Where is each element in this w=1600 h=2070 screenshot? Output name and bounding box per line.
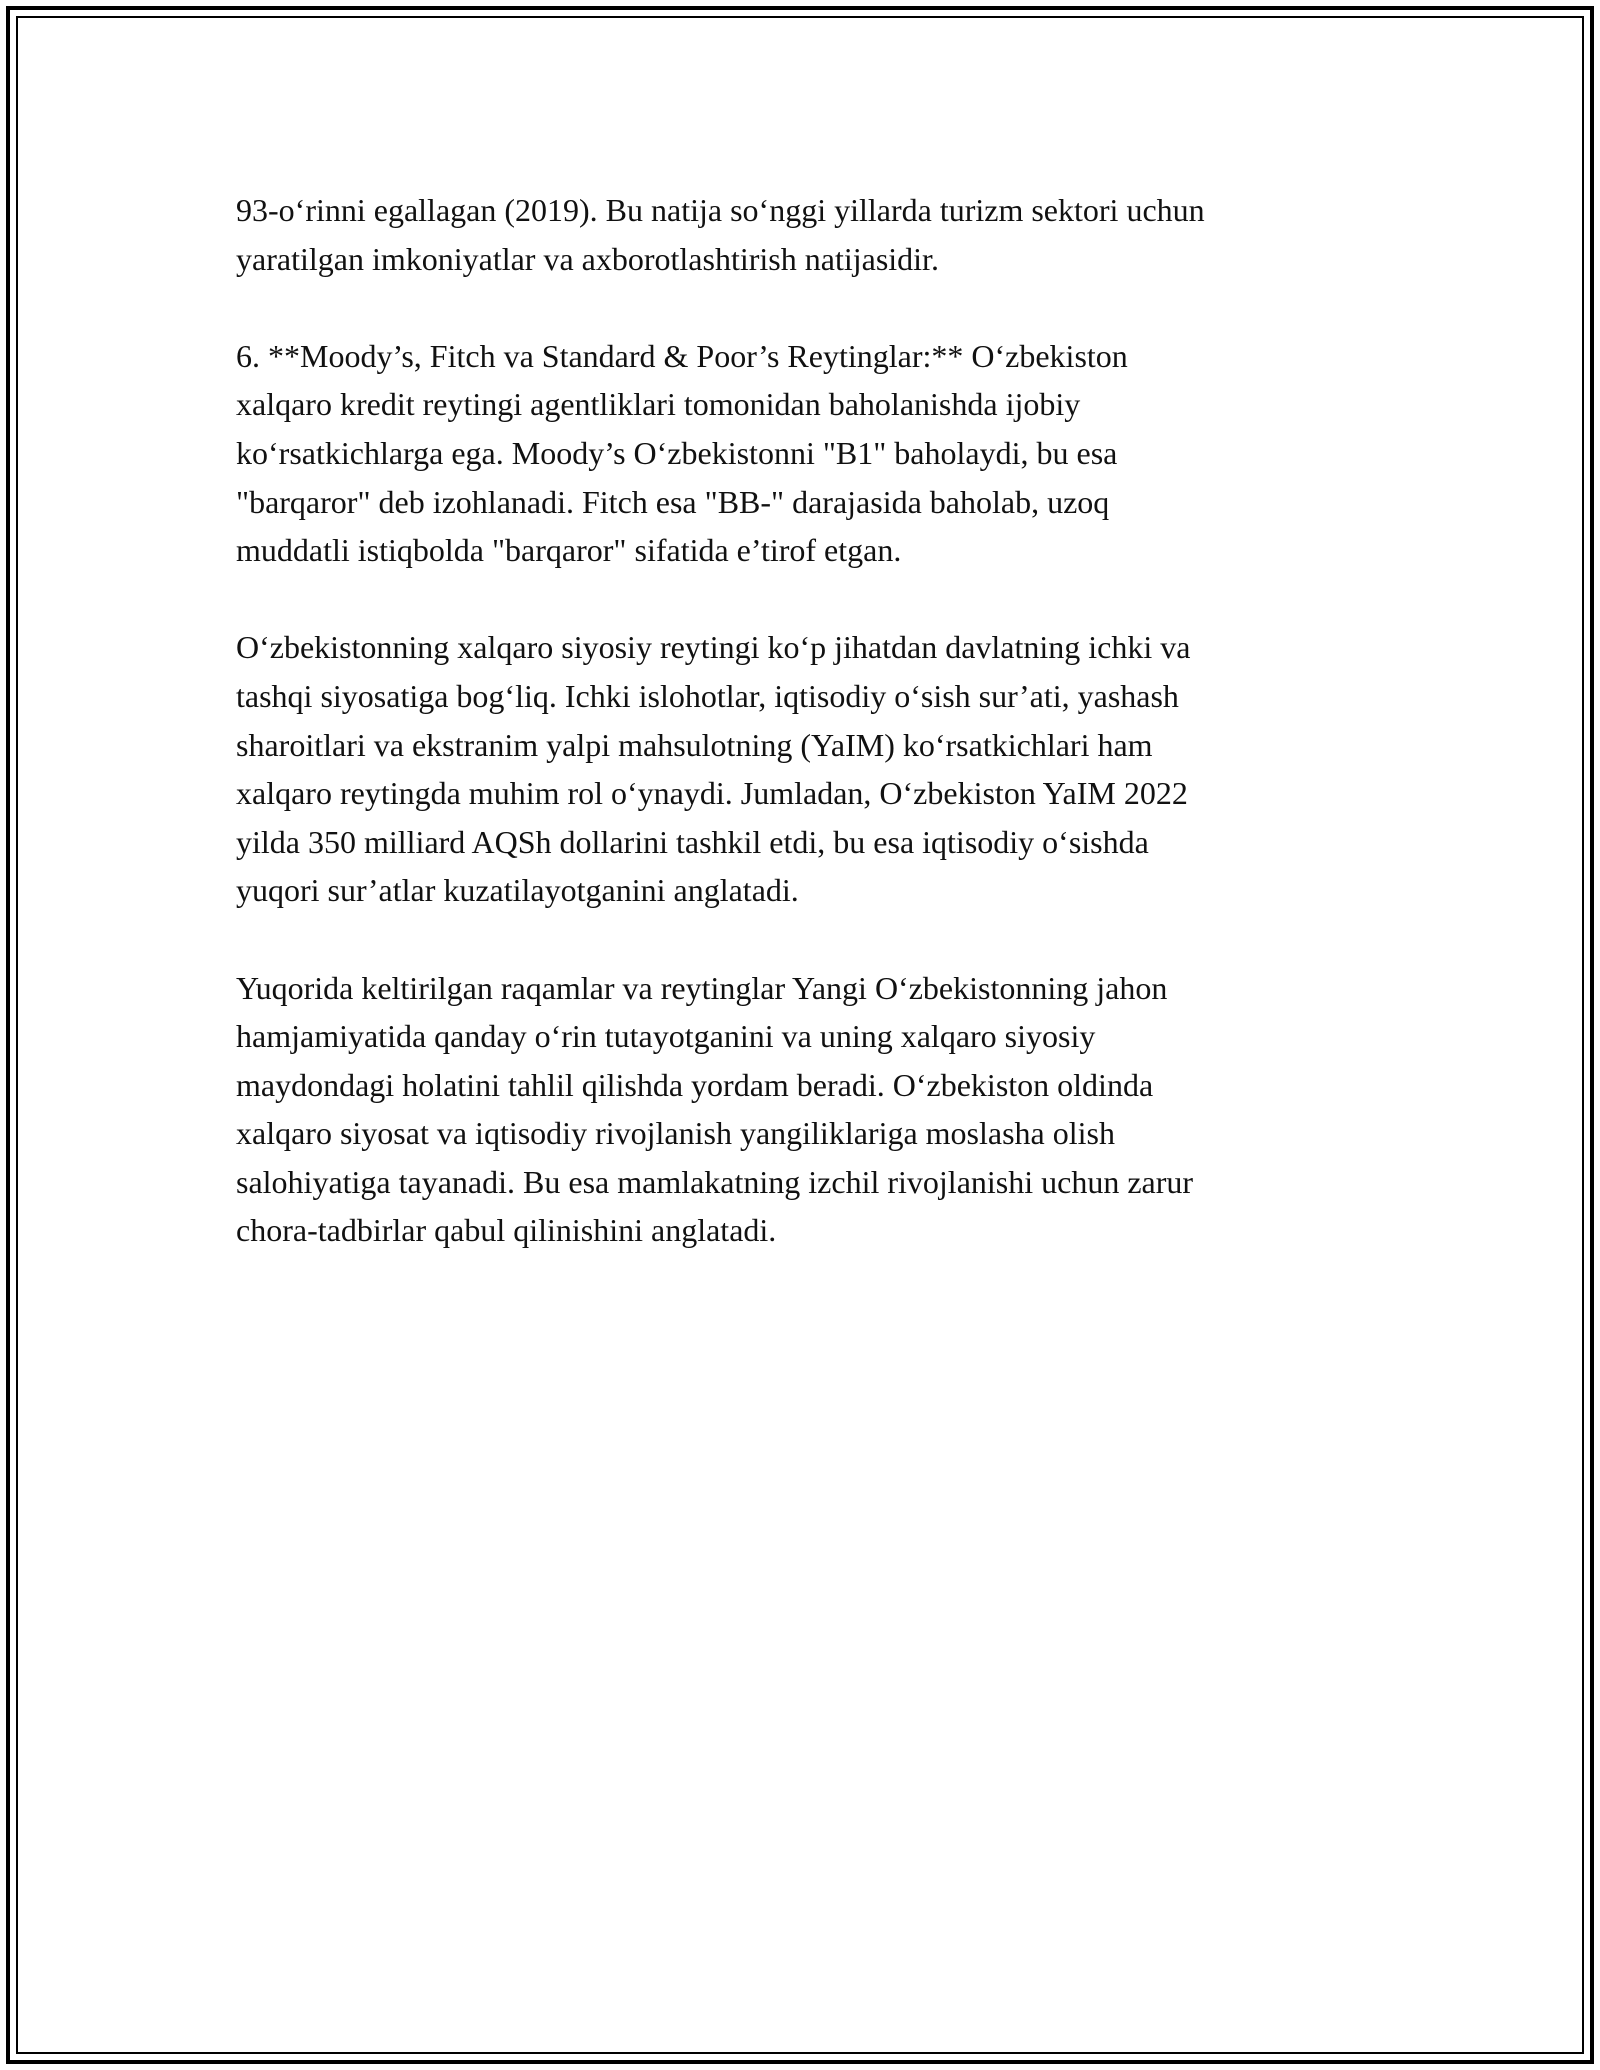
text-line: salohiyatiga tayanadi. Bu esa mamlakatning izchil rivojlanishi uchun zarur: [236, 1163, 1194, 1200]
text-line: maydondagi holatini tahlil qilishda yordam beradi. O‘zbekiston oldinda: [236, 1066, 1154, 1103]
text-line: Yuqorida keltirilgan raqamlar va reytinglar Yangi O‘zbekistonning jahon: [236, 969, 1168, 1006]
text-line: xalqaro reytingda muhim rol o‘ynaydi. Jumladan, O‘zbekiston YaIM 2022: [236, 775, 1188, 812]
text-line: yilda 350 milliard AQSh dollarini tashkil etdi, bu esa iqtisodiy o‘sishda: [236, 823, 1149, 860]
text-line: 6. **Moody’s, Fitch va Standard & Poor’s Reytinglar:** O‘zbekiston: [236, 337, 1128, 374]
text-line: ko‘rsatkichlarga ega. Moody’s O‘zbekistonni "B1" baholaydi, bu esa: [236, 434, 1118, 471]
text-line: O‘zbekistonning xalqaro siyosiy reytingi ko‘p jihatdan davlatning ichki va: [236, 629, 1191, 666]
text-line: yuqori sur’atlar kuzatilayotganini anglatadi.: [236, 872, 799, 909]
document-body: [236, 186, 1366, 1304]
text-line: sharoitlari va ekstranim yalpi mahsulotning (YaIM) ko‘rsatkichlari ham: [236, 726, 1153, 763]
text-line: tashqi siyosatiga bog‘liq. Ichki islohotlar, iqtisodiy o‘sish sur’ati, yashash: [236, 677, 1179, 714]
text-line: chora-tadbirlar qabul qilinishini anglatadi.: [236, 1212, 777, 1249]
text-line: 93-o‘rinni egallagan (2019). Bu natija so‘nggi yillarda turizm sektori uchun: [236, 192, 1205, 228]
text-line: xalqaro siyosat va iqtisodiy rivojlanish yangiliklariga moslasha olish: [236, 1115, 1115, 1152]
paragraph-ratings: [236, 332, 1366, 575]
paragraph-intro: [236, 186, 1366, 283]
text-line: hamjamiyatida qanday o‘rin tutayotganini va uning xalqaro siyosiy: [236, 1018, 1096, 1055]
text-line: muddatli istiqbolda "barqaror" sifatida e’tirof etgan.: [236, 532, 902, 569]
paragraph-political-rating: [236, 623, 1366, 915]
text-line: "barqaror" deb izohlanadi. Fitch esa "BB-" darajasida baholab, uzoq: [236, 483, 1110, 520]
text-line: xalqaro kredit reytingi agentliklari tomonidan baholanishda ijobiy: [236, 386, 1081, 423]
paragraph-conclusion: [236, 964, 1366, 1256]
text-line: yaratilgan imkoniyatlar va axborotlashtirish natijasidir.: [236, 240, 939, 277]
